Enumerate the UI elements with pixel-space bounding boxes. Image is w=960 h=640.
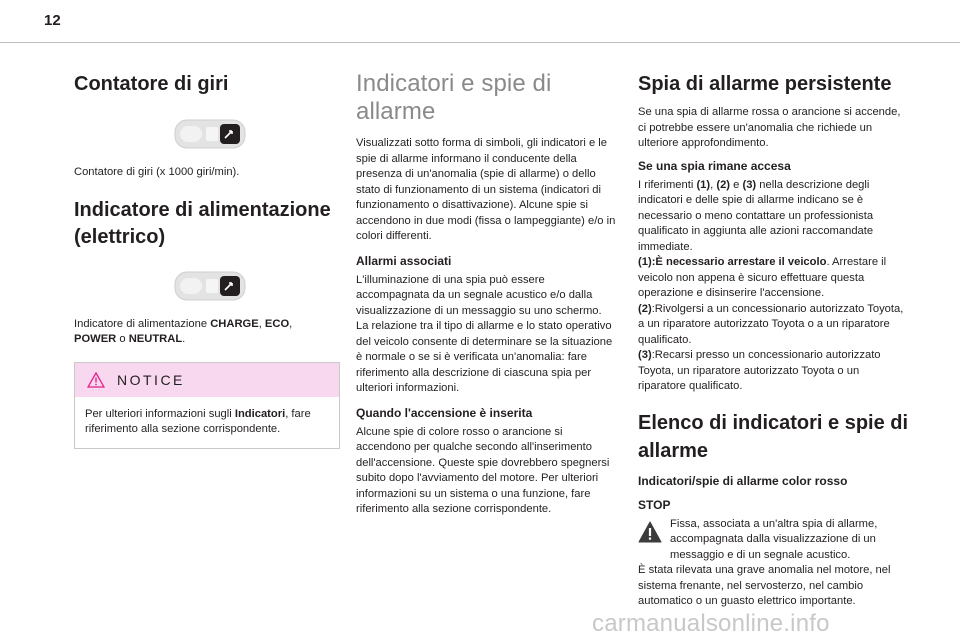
notice-header [75,363,339,397]
ref-text: , [710,178,717,191]
item-1-label: (1) [638,256,652,268]
ref-text: nella descrizione degli indicatori e delle spie di allarme indicano se è necessario o meno contattare un professionista qualificato in aggiunta alle azioni raccomandate immediate. [638,178,874,253]
notice-text: , fare riferimento alla sezione corrispondente. [85,407,311,435]
notice-title: NOTICE [117,371,185,388]
page-number: 12 [44,12,61,29]
sep: o [116,333,129,345]
sep: . [182,333,186,345]
notice-bold: Indicatori [234,407,286,420]
notice-body [75,397,339,448]
top-divider [0,42,960,43]
watermark: carmanualsonline.info [592,610,830,637]
power-description [74,317,340,348]
red-indicators-subheading: Indicatori/spie di allarme color rosso [638,473,848,488]
ref-text: I riferimenti [638,178,697,191]
ref-1: (1) [696,178,711,191]
item-1-bold: :È necessario arrestare il veicolo [651,256,827,268]
stop-label: STOP [638,497,671,512]
reference-item-2 [638,302,910,349]
item-2-label: (2) [638,302,652,315]
indicators-heading: Indicatori e spie di allarme [356,70,552,125]
mode-eco: ECO [264,317,290,330]
notice-box [74,362,340,449]
mode-neutral: NEUTRAL [128,333,183,345]
tach-heading: Contatore di giri [74,73,229,95]
mode-charge: CHARGE [210,317,259,330]
instrument-gauge-icon [174,117,246,151]
references-paragraph [638,178,910,256]
indicators-intro: Visualizzati sotto forma di simboli, gli indicatori e le spie di allarme informano il conducente della presenza di un'anomalia (spie di allarme) o dello stato di funzionamento di un sistema (indicatori di funzionamento o disattivazione). Alcune spie si accendono in due modi (fissa o lampeggiante) e/o in colori differenti. [356,137,616,242]
persistent-heading: Spia di allarme persistente [638,73,892,95]
alarms-paragraph-1: L'illuminazione di una spia può essere accompagnata da un segnale acustico e/o dalla visualizzazione di un messaggio su uno schermo. [356,273,602,317]
column-right [638,62,910,610]
power-heading: Indicatore di alimentazione (elettrico) [74,198,331,248]
ignition-subheading: Quando l'accensione è inserita [356,405,533,420]
item-1-text: . Arrestare il veicolo non appena è sicuro effettuare questa operazione e disinserire l'accensione. [638,256,887,299]
notice-text: Per ulteriori informazioni sugli [85,407,235,420]
ignition-paragraph: Alcune spie di colore rosso o arancione si accendono per qualche secondo all'inserimento dell'accensione. Queste spie dovrebbero spegnersi subito dopo l'avviamento del motore. Per ulteriori informazioni su un sistema o una funzione, fare riferimento alla sezione corrispondente. [356,425,610,515]
stop-icon-wrapper [638,517,670,564]
item-2-text: :Rivolgersi a un concessionario autorizzato Toyota, a un riparatore autorizzato Toyota o a un riparatore qualificato. [638,302,904,346]
item-3-label: (3) [638,349,652,361]
instrument-gauge-icon [174,269,246,303]
alarms-subheading: Allarmi associati [356,253,452,268]
tach-description: Contatore di giri (x 1000 giri/min). [74,166,240,178]
column-middle [356,62,620,518]
mode-power: POWER [74,333,117,345]
ref-3: (3) [742,178,757,191]
stays-on-subheading: Se una spia rimane accesa [638,158,791,173]
warning-triangle-icon [87,372,105,388]
column-left [74,62,340,449]
ref-2: (2) [716,178,731,191]
persistent-intro: Se una spia di allarme rossa o arancione si accende, ci potrebbe essere un'anomalia che richiede un ulteriore approfondimento. [638,106,901,149]
alarms-paragraph-2: La relazione tra il tipo di allarme e lo stato operativo del veicolo consente di determinare se la situazione è normale o se si è verificata un'anomalia: fare riferimento alla descrizione di ciascuna spia per ulteriori informazioni. [356,320,613,394]
sep: , [289,317,293,330]
sep: , [258,317,265,330]
warning-triangle-icon [638,521,662,543]
item-3-text: :Recarsi presso un concessionario autorizzato Toyota, un riparatore autorizzato Toyota o un riparatore qualificato. [638,349,881,392]
stop-entry [638,517,910,564]
list-heading: Elenco di indicatori e spie di allarme [638,411,909,462]
stop-paragraph-1: Fissa, associata a un'altra spia di allarme, accompagnata dalla visualizzazione di un messaggio e di un segnale acustico. [670,517,878,561]
reference-item-1 [638,255,910,302]
reference-item-3 [638,348,910,395]
power-desc-text: Indicatore di alimentazione [74,317,211,330]
ref-text: e [730,178,743,191]
stop-paragraph-2: È stata rilevata una grave anomalia nel motore, nel sistema frenante, nel servosterzo, nel cambio automatico o un guasto elettrico importante. [638,564,891,607]
